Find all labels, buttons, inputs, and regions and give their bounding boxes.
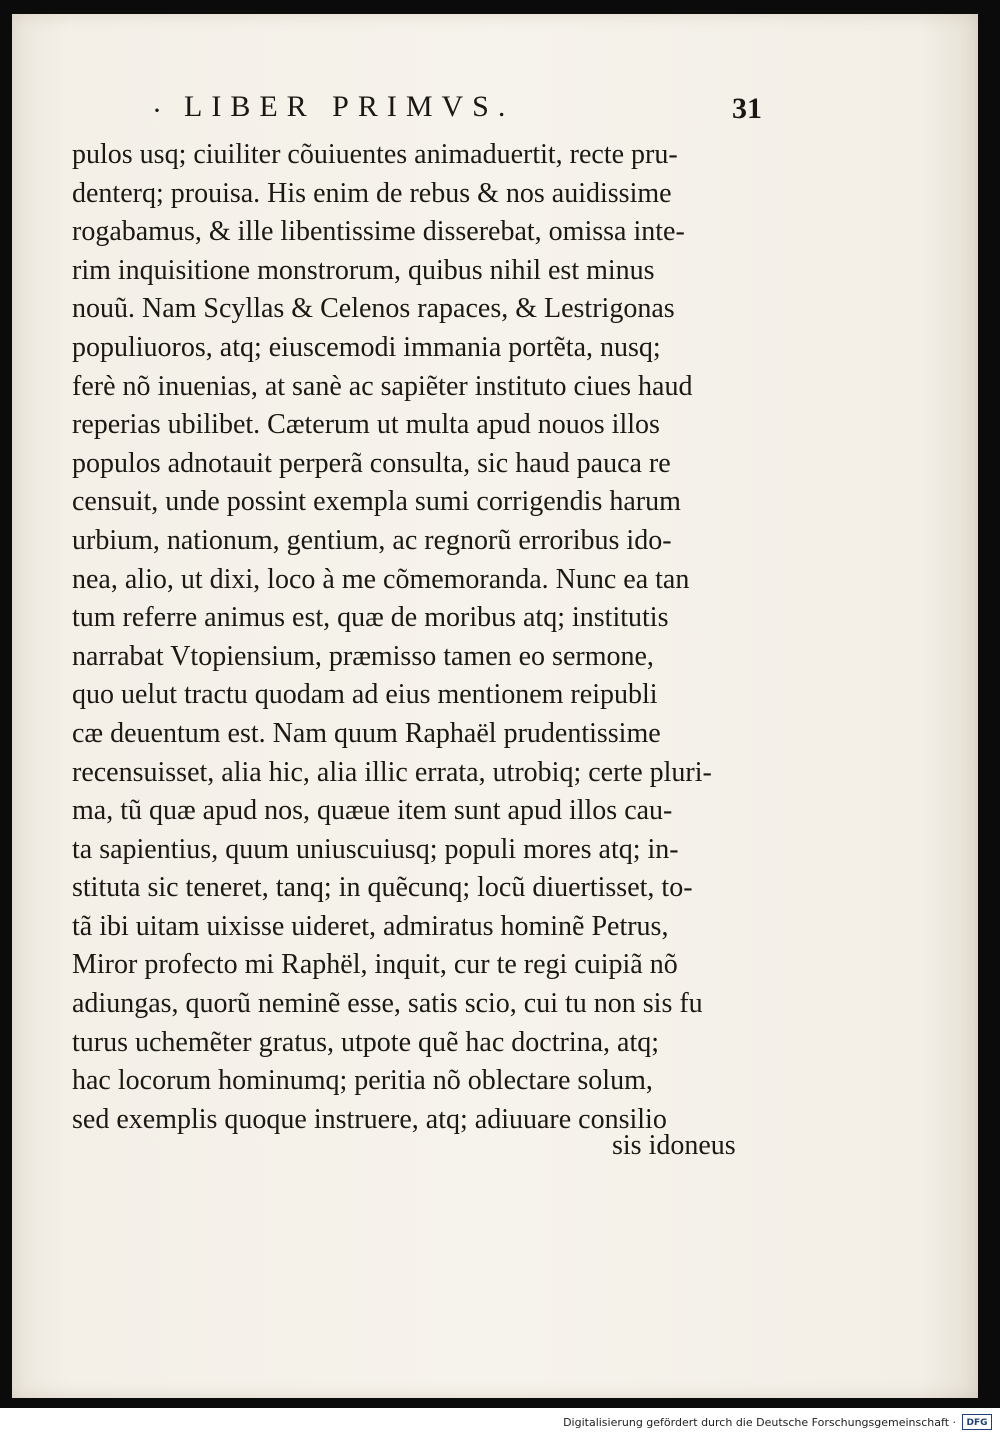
funding-credit: Digitalisierung gefördert durch die Deutsche Forschungsgemeinschaft ·	[563, 1416, 956, 1429]
text-line: nea, alio, ut dixi, loco à me cõmemoranda. Nunc ea tan	[72, 563, 690, 595]
text-line: populos adnotauit perperã consulta, sic haud pauca re	[72, 447, 671, 479]
text-line: nouũ. Nam Scyllas & Celenos rapaces, & Lestrigonas	[72, 293, 675, 325]
catchword: sis idoneus	[612, 1130, 736, 1161]
footer-bar	[0, 1408, 1000, 1440]
text-line: stituta sic teneret, tanq; in quẽcunq; locũ diuertisset, to-	[72, 872, 693, 904]
text-line: narrabat Vtopiensium, præmisso tamen eo sermone,	[72, 640, 654, 672]
folio-number: 31	[732, 92, 762, 125]
body-text	[72, 136, 792, 1139]
book-page	[12, 14, 978, 1398]
dfg-logo-icon: DFG	[962, 1414, 992, 1430]
text-line: ma, tũ quæ apud nos, quæue item sunt apud illos cau-	[72, 795, 673, 827]
running-head-title: LIBER PRIMVS.	[184, 90, 515, 123]
text-line: ferè nõ inuenias, at sanè ac sapiẽter instituto ciues haud	[72, 370, 693, 402]
text-line: tã ibi uitam uixisse uideret, admiratus hominẽ Petrus,	[72, 910, 669, 942]
text-line: populiuoros, atq; eiuscemodi immania portẽta, nusq;	[72, 331, 661, 363]
text-line: recensuisset, alia hic, alia illic errata, utrobiq; certe pluri-	[72, 756, 712, 788]
text-line: sed exemplis quoque instruere, atq; adiuuare consilio	[72, 1103, 667, 1135]
text-line: urbium, nationum, gentium, ac regnorũ erroribus ido-	[72, 524, 672, 556]
text-line: pulos usq; ciuiliter cõuiuentes animaduertit, recte pru-	[72, 139, 678, 170]
text-line: denterq; prouisa. His enim de rebus & nos auidissime	[72, 177, 672, 209]
text-line: hac locorum hominumq; peritia nõ oblectare solum,	[72, 1065, 653, 1097]
running-head-dot: ·	[152, 94, 162, 127]
text-line: quo uelut tractu quodam ad eius mentionem reipubli	[72, 679, 658, 711]
text-line: Miror profecto mi Raphël, inquit, cur te regi cuipiã nõ	[72, 949, 678, 981]
text-line: cæ deuentum est. Nam quum Raphaël prudentissime	[72, 717, 661, 749]
text-line: tum referre animus est, quæ de moribus atq; institutis	[72, 602, 669, 634]
text-line: adiungas, quorũ neminẽ esse, satis scio, cui tu non sis fu	[72, 988, 703, 1020]
text-line: rim inquisitione monstrorum, quibus nihil est minus	[72, 254, 655, 286]
text-line: rogabamus, & ille libentissime disserebat, omissa inte-	[72, 216, 685, 248]
text-line: censuit, unde possint exempla sumi corrigendis harum	[72, 486, 681, 518]
running-head	[12, 90, 978, 130]
text-line: ta sapientius, quum uniuscuiusq; populi mores atq; in-	[72, 833, 679, 865]
text-line: reperias ubilibet. Cæterum ut multa apud nouos illos	[72, 409, 660, 441]
text-line: turus uchemẽter gratus, utpote quẽ hac doctrina, atq;	[72, 1026, 660, 1058]
